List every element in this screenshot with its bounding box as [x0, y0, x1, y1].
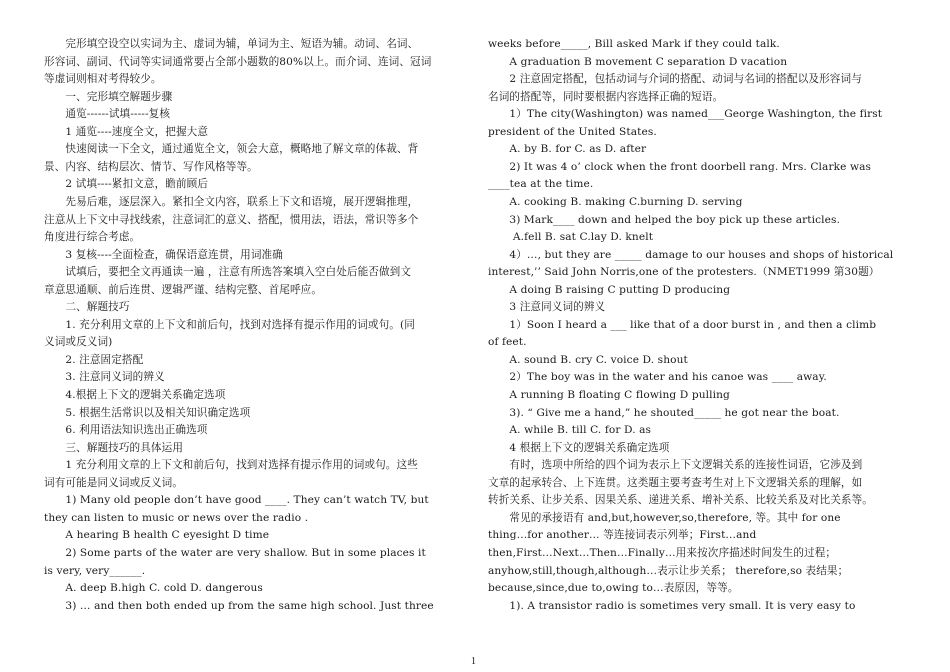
text-line: A graduation B movement C separation D vacation [488, 55, 788, 68]
text-line: 转折关系、让步关系、因果关系、递进关系、增补关系、比较关系及对比关系等。 [488, 494, 873, 507]
text-line: of feet. [488, 336, 527, 349]
text-line: 4 根据上下文的逻辑关系确定选项 [488, 441, 670, 454]
text-line: 2 注意固定搭配，包括动词与介词的搭配、动词与名词的搭配以及形容词与 [488, 73, 862, 86]
text-line: because,since,due to,owing to…表原因，等等。 [488, 582, 739, 595]
text-line: 3 复核----全面检查，确保语意连贯，用词准确 [44, 248, 283, 261]
text-line: A. by B. for C. as D. after [488, 143, 647, 156]
text-line: 等虚词则相对考得较少。 [44, 73, 162, 86]
text-line: 3 注意同义词的辨义 [488, 301, 606, 314]
text-line: 先易后难，逐层深入。紧扣全文内容，联系上下文和语境，展开逻辑推理， [44, 195, 419, 208]
text-line: 有时，选项中所给的四个词为表示上下文逻辑关系的连接性词语，它涉及到 [488, 459, 863, 472]
text-line: 6. 利用语法知识选出正确选项 [44, 424, 208, 437]
text-line: ____tea at the time. [488, 178, 594, 191]
text-line: 景、内容、结构层次、情节、写作风格等等。 [44, 160, 258, 173]
text-line: 2. 注意固定搭配 [44, 353, 144, 366]
text-line: 一、完形填空解题步骤 [44, 90, 173, 103]
text-line: 3) … and then both ended up from the same high school. Just three [44, 599, 434, 612]
text-line: 章意思通顺、前后连贯、逻辑严谨、结构完整、首尾呼应。 [44, 283, 323, 296]
text-line: A running B floating C flowing D pulling [488, 389, 730, 401]
text-line: 形容词、副词、代词等实词通常要占全部小题数的80%以上。而介词、连词、冠词 [44, 55, 432, 68]
page-number: 1 [471, 656, 476, 667]
text-line: A. cooking B. making C.burning D. serving [488, 195, 743, 208]
text-line: 1) Many old people don’t have good ____. They can’t watch TV, but [44, 494, 429, 507]
text-line: 1 充分利用文章的上下文和前后句，找到对选择有提示作用的词或句。这些 [44, 459, 418, 472]
text-line: 义词或反义词) [44, 336, 113, 349]
text-line: 通览------试填-----复核 [44, 108, 171, 121]
text-line: 试填后，要把全文再通读一遍 ，注意有所选答案填入空白处后能否做到文 [44, 266, 412, 279]
text-line: A.fell B. sat C.lay D. knelt [488, 231, 654, 244]
text-line: weeks before_____, Bill asked Mark if they could talk. [488, 38, 780, 50]
text-line: 3) Mark____ down and helped the boy pick up these articles. [488, 213, 841, 226]
text-line: 4）…, but they are _____ damage to our houses and shops of historical [488, 248, 894, 261]
text-line: A doing B raising C putting D producing [488, 283, 731, 296]
text-line: 2) Some parts of the water are very shallow. But in some places it [44, 546, 426, 559]
text-line: then,First…Next…Then…Finally…用来按次序描述时间发生的过程； [488, 546, 837, 559]
text-line: 2 试填----紧扣文意，瞻前顾后 [44, 178, 209, 191]
text-line: 2) It was 4 o’ clock when the front doorbell rang. Mrs. Clarke was [488, 160, 872, 173]
text-line: A. sound B. cry C. voice D. shout [488, 353, 688, 366]
text-line: 文章的起承转合、上下连贯。这类题主要考查考生对上下文逻辑关系的理解，如 [488, 476, 863, 489]
text-line: A hearing B health C eyesight D time [44, 529, 270, 542]
text-line: anyhow,still,though,although…表示让步关系； therefore,so 表结果； [488, 564, 849, 577]
text-line: 3). “ Give me a hand,” he shouted_____ he got near the boat. [488, 406, 840, 419]
text-line: 2）The boy was in the water and his canoe was ____ away. [488, 371, 827, 384]
text-line: 角度进行综合考虑。 [44, 231, 141, 244]
text-line: 注意从上下文中寻找线索，注意词汇的意义、搭配，惯用法，语法，常识等多个 [44, 213, 419, 226]
text-line: 快速阅读一下全文，通过通览全文，领会大意，概略地了解文章的体裁、背 [44, 143, 419, 156]
text-line: 1. 充分利用文章的上下文和前后句，找到对选择有提示作用的词或句。(同 [44, 318, 415, 331]
text-line: 1 通览----速度全文，把握大意 [44, 125, 209, 138]
text-line: 3. 注意同义词的辨义 [44, 371, 165, 384]
text-line: they can listen to music or news over the radio . [44, 511, 309, 524]
text-line: 名词的搭配等，同时要根据内容选择正确的短语。 [488, 90, 724, 103]
text-line: 常见的承接语有 and,but,however,so,therefore, 等。其中 for one [488, 511, 841, 524]
text-line: interest,’’ Said John Norris,one of the protesters.（NMET1999 第30题） [488, 266, 880, 279]
text-line: president of the United States. [488, 125, 657, 138]
text-line: thing…for another… 等连接词表示列举；First…and [488, 529, 757, 542]
text-line: 1）Soon I heard a ___ like that of a door burst in , and then a climb [488, 318, 877, 331]
text-line: A. deep B.high C. cold D. dangerous [44, 582, 263, 595]
text-line: 1）The city(Washington) was named___George Washington, the first [488, 108, 883, 121]
text-line: 5. 根据生活常识以及相关知识确定选项 [44, 406, 251, 419]
text-line: 三、解题技巧的具体运用 [44, 441, 184, 454]
text-line: 完形填空设空以实词为主、虚词为辅，单词为主、短语为辅。动词、名词、 [44, 38, 419, 50]
text-line: is very, very______. [44, 564, 146, 577]
text-line: A. while B. till C. for D. as [488, 424, 652, 437]
text-line: 4.根据上下文的逻辑关系确定选项 [44, 389, 226, 401]
text-line: 二、解题技巧 [44, 301, 130, 314]
text-line: 1). A transistor radio is sometimes very small. It is very easy to [488, 599, 856, 612]
text-line: 词有可能是同义词或反义词。 [44, 476, 184, 489]
